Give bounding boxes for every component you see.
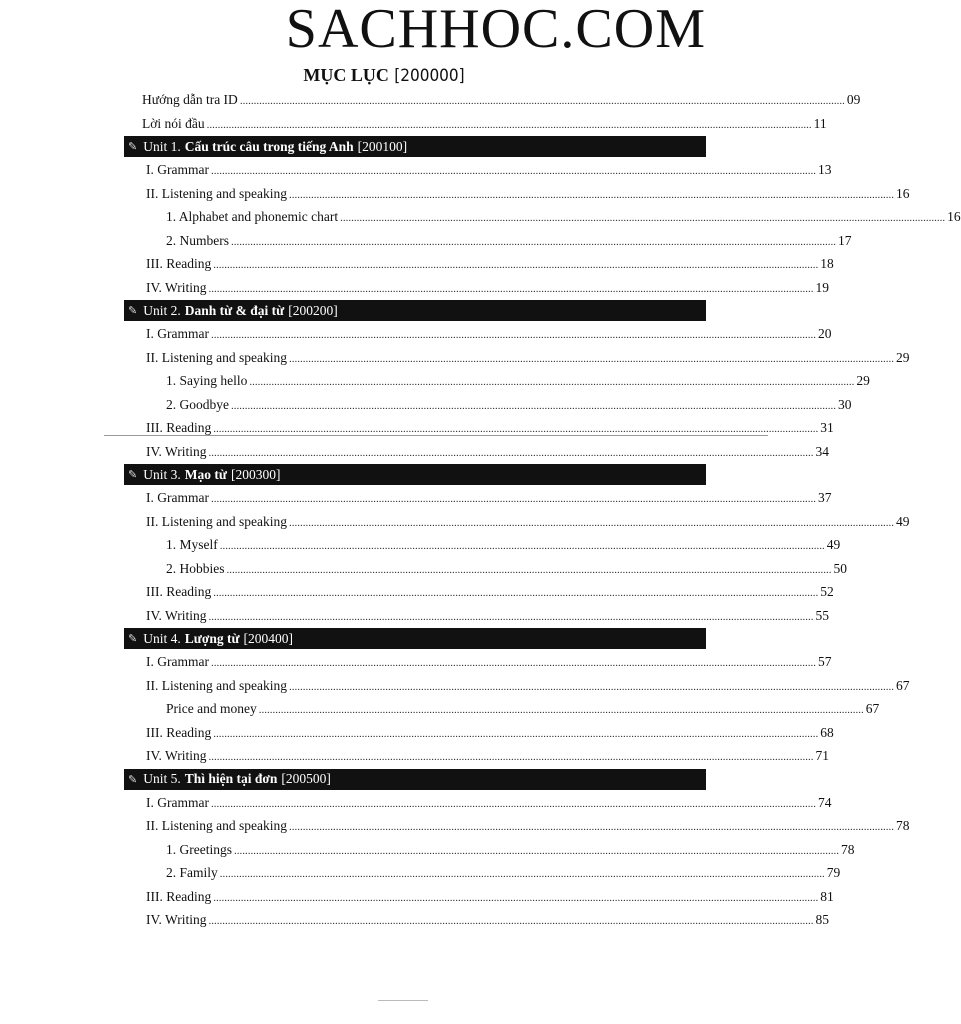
toc-page: 16 <box>895 185 910 201</box>
toc-leader: ............................................................................................................................................................................................................................ <box>208 446 814 459</box>
toc-page: 34 <box>815 443 829 459</box>
toc-row[interactable] <box>124 369 870 393</box>
toc-row[interactable] <box>124 346 910 370</box>
unit-code: [200100] <box>357 138 408 154</box>
toc-leader: ............................................................................................................................................................................................................................ <box>213 587 819 599</box>
unit-header-2[interactable] <box>124 300 706 321</box>
toc-label: III. Reading <box>146 724 212 740</box>
toc-label: 1. Myself <box>166 537 218 552</box>
toc-row[interactable] <box>124 650 832 674</box>
toc-leader: ............................................................................................................................................................................................................................ <box>231 235 836 248</box>
toc-page: 67 <box>895 677 910 693</box>
toc-page: 49 <box>826 537 841 552</box>
toc-label: II. Listening and speaking <box>146 677 287 693</box>
footer-mark <box>378 1000 428 1001</box>
toc-leader: ............................................................................................................................................................................................................................ <box>239 95 845 107</box>
toc-page: 79 <box>826 865 841 880</box>
toc-row[interactable] <box>124 791 832 815</box>
toc-row-intro[interactable] <box>124 88 861 112</box>
toc-page: 50 <box>833 560 847 576</box>
toc-row[interactable] <box>124 182 910 206</box>
unit-prefix: Unit 5. <box>143 771 181 786</box>
toc-page: 52 <box>820 584 834 599</box>
toc-label: 2. Numbers <box>166 232 229 248</box>
toc-leader: ............................................................................................................................................................................................................................ <box>210 165 816 177</box>
toc-label: 2. Hobbies <box>166 560 225 576</box>
toc-leader: ............................................................................................................................................................................................................................ <box>208 610 814 623</box>
toc-leader: ............................................................................................................................................................................................................................ <box>210 797 816 810</box>
toc-row[interactable] <box>124 838 855 862</box>
toc-leader: ............................................................................................................................................................................................................................ <box>340 212 946 224</box>
toc-page: 31 <box>820 420 834 435</box>
toc-page: 29 <box>895 349 910 365</box>
toc-leader: ............................................................................................................................................................................................................................ <box>233 844 839 857</box>
toc-page: 30 <box>838 396 852 412</box>
toc-leader: ............................................................................................................................................................................................................................ <box>258 704 864 716</box>
toc-leader: ............................................................................................................................................................................................................................ <box>226 563 832 576</box>
toc-leader: ............................................................................................................................................................................................................................ <box>208 915 814 927</box>
unit-code: [200200] <box>288 302 338 318</box>
toc-label: III. Reading <box>146 256 212 271</box>
toc-row[interactable] <box>124 440 829 464</box>
toc-leader: ............................................................................................................................................................................................................................ <box>213 727 819 740</box>
toc-page: 71 <box>815 748 829 763</box>
toc-row[interactable] <box>124 580 834 604</box>
toc-label: IV. Writing <box>146 279 207 295</box>
toc-label: III. Reading <box>146 888 212 904</box>
toc-row[interactable] <box>124 744 829 768</box>
toc-page: 78 <box>840 841 855 857</box>
toc-page: 09 <box>846 92 861 107</box>
toc-page: 68 <box>820 724 834 740</box>
toc-label: I. Grammar <box>146 490 209 505</box>
toc-label: IV. Writing <box>146 607 207 623</box>
toc-page: 16 <box>947 209 961 224</box>
toc-row[interactable] <box>124 697 880 721</box>
toc-leader: ............................................................................................................................................................................................................................ <box>213 423 819 435</box>
toc-page: 18 <box>820 256 834 271</box>
toc-leader: ............................................................................................................................................................................................................................ <box>213 891 819 904</box>
title-code: [200000] <box>394 66 465 86</box>
pen-icon: ✎ <box>128 633 138 645</box>
toc-row[interactable] <box>124 276 829 300</box>
toc-page: 20 <box>817 326 832 341</box>
unit-code: [200300] <box>230 466 281 482</box>
toc-row[interactable] <box>124 533 841 557</box>
unit-header-4[interactable] <box>124 628 706 649</box>
toc-page: 37 <box>817 490 832 505</box>
toc-page: 57 <box>817 654 832 669</box>
toc-label: IV. Writing <box>146 748 207 763</box>
toc-page: 78 <box>895 818 910 833</box>
toc-page: 49 <box>895 513 910 529</box>
toc-label: Lời nói đầu <box>142 115 205 131</box>
toc-leader: ............................................................................................................................................................................................................................ <box>288 680 894 693</box>
toc-page: 29 <box>856 373 870 388</box>
toc-row[interactable] <box>124 322 832 346</box>
toc-label: I. Grammar <box>146 794 209 810</box>
toc-row[interactable] <box>124 721 834 745</box>
unit-name: Cấu trúc câu trong tiếng Anh <box>184 138 354 154</box>
toc-label: I. Grammar <box>146 326 209 341</box>
unit-header-5[interactable] <box>124 769 706 790</box>
toc-leader: ............................................................................................................................................................................................................................ <box>210 329 816 341</box>
toc-label: IV. Writing <box>146 912 207 927</box>
toc-page: 55 <box>815 607 829 623</box>
pen-icon: ✎ <box>128 141 138 153</box>
toc-page: 67 <box>865 701 880 716</box>
toc-row[interactable] <box>124 674 910 698</box>
toc-leader: ............................................................................................................................................................................................................................ <box>210 657 816 669</box>
site-brand: SACHHOC.COM <box>285 0 706 60</box>
toc-leader: ............................................................................................................................................................................................................................ <box>288 821 894 833</box>
toc-row[interactable] <box>124 814 910 838</box>
toc-label: II. Listening and speaking <box>146 185 287 201</box>
toc-row[interactable] <box>124 557 847 581</box>
unit-header-3[interactable] <box>124 464 706 485</box>
toc-label: II. Listening and speaking <box>146 818 287 833</box>
toc-label: 2. Goodbye <box>166 396 229 412</box>
toc-row-intro[interactable] <box>124 112 827 136</box>
toc-row[interactable] <box>124 885 834 909</box>
toc-label: I. Grammar <box>146 654 209 669</box>
toc-leader: ............................................................................................................................................................................................................................ <box>208 751 814 763</box>
unit-code: [200500] <box>281 771 331 786</box>
toc-leader: ............................................................................................................................................................................................................................ <box>210 493 816 505</box>
toc-row[interactable] <box>124 510 910 534</box>
toc-page: 81 <box>820 888 834 904</box>
unit-name: Thì hiện tại đơn <box>184 771 278 786</box>
toc-leader: ............................................................................................................................................................................................................................ <box>288 352 894 365</box>
toc-page: 17 <box>838 232 852 248</box>
toc-row[interactable] <box>124 205 961 229</box>
unit-name: Danh từ & đại từ <box>184 302 285 318</box>
toc-label: I. Grammar <box>146 162 209 177</box>
toc-label: 2. Family <box>166 865 218 880</box>
toc-label: Hướng dẫn tra ID <box>142 92 238 107</box>
toc-leader: ............................................................................................................................................................................................................................ <box>219 868 825 880</box>
table-of-contents <box>124 88 961 932</box>
unit-prefix: Unit 3. <box>143 466 181 482</box>
page-title <box>0 62 768 88</box>
units-container <box>124 136 961 932</box>
toc-label: IV. Writing <box>146 443 207 459</box>
toc-row[interactable] <box>124 908 829 932</box>
toc-label: II. Listening and speaking <box>146 513 287 529</box>
toc-page: 74 <box>817 794 832 810</box>
toc-label: II. Listening and speaking <box>146 349 287 365</box>
toc-row[interactable] <box>124 861 841 885</box>
toc-page: 11 <box>813 115 827 131</box>
title-text: MỤC LỤC <box>303 65 389 85</box>
toc-leader: ............................................................................................................................................................................................................................ <box>208 282 814 295</box>
toc-leader: ............................................................................................................................................................................................................................ <box>288 188 894 201</box>
toc-row[interactable] <box>124 393 852 417</box>
toc-row[interactable] <box>124 229 852 253</box>
toc-leader: ............................................................................................................................................................................................................................ <box>249 376 855 388</box>
pen-icon: ✎ <box>128 773 138 786</box>
unit-header-1[interactable] <box>124 136 706 157</box>
unit-prefix: Unit 4. <box>143 630 181 646</box>
scan-artifact-line <box>104 435 768 436</box>
toc-label: III. Reading <box>146 584 212 599</box>
unit-prefix: Unit 2. <box>143 302 181 318</box>
pen-icon: ✎ <box>128 469 138 481</box>
toc-leader: ............................................................................................................................................................................................................................ <box>206 118 812 131</box>
toc-page: 85 <box>815 912 829 927</box>
toc-label: 1. Greetings <box>166 841 232 857</box>
toc-leader: ............................................................................................................................................................................................................................ <box>219 540 825 552</box>
toc-row[interactable] <box>124 158 832 182</box>
toc-page: 13 <box>817 162 832 177</box>
toc-label: 1. Saying hello <box>166 373 248 388</box>
unit-name: Mạo từ <box>184 466 227 482</box>
toc-page: 19 <box>815 279 829 295</box>
pen-icon: ✎ <box>128 305 138 317</box>
toc-label: 1. Alphabet and phonemic chart <box>166 209 339 224</box>
unit-prefix: Unit 1. <box>143 138 181 154</box>
toc-leader: ............................................................................................................................................................................................................................ <box>288 516 894 529</box>
toc-leader: ............................................................................................................................................................................................................................ <box>231 399 836 412</box>
toc-row[interactable] <box>124 486 832 510</box>
unit-name: Lượng từ <box>184 630 240 646</box>
toc-label: III. Reading <box>146 420 212 435</box>
toc-label: Price and money <box>166 701 257 716</box>
unit-code: [200400] <box>243 630 294 646</box>
toc-row[interactable] <box>124 604 829 628</box>
toc-leader: ............................................................................................................................................................................................................................ <box>213 259 819 271</box>
toc-row[interactable] <box>124 252 834 276</box>
